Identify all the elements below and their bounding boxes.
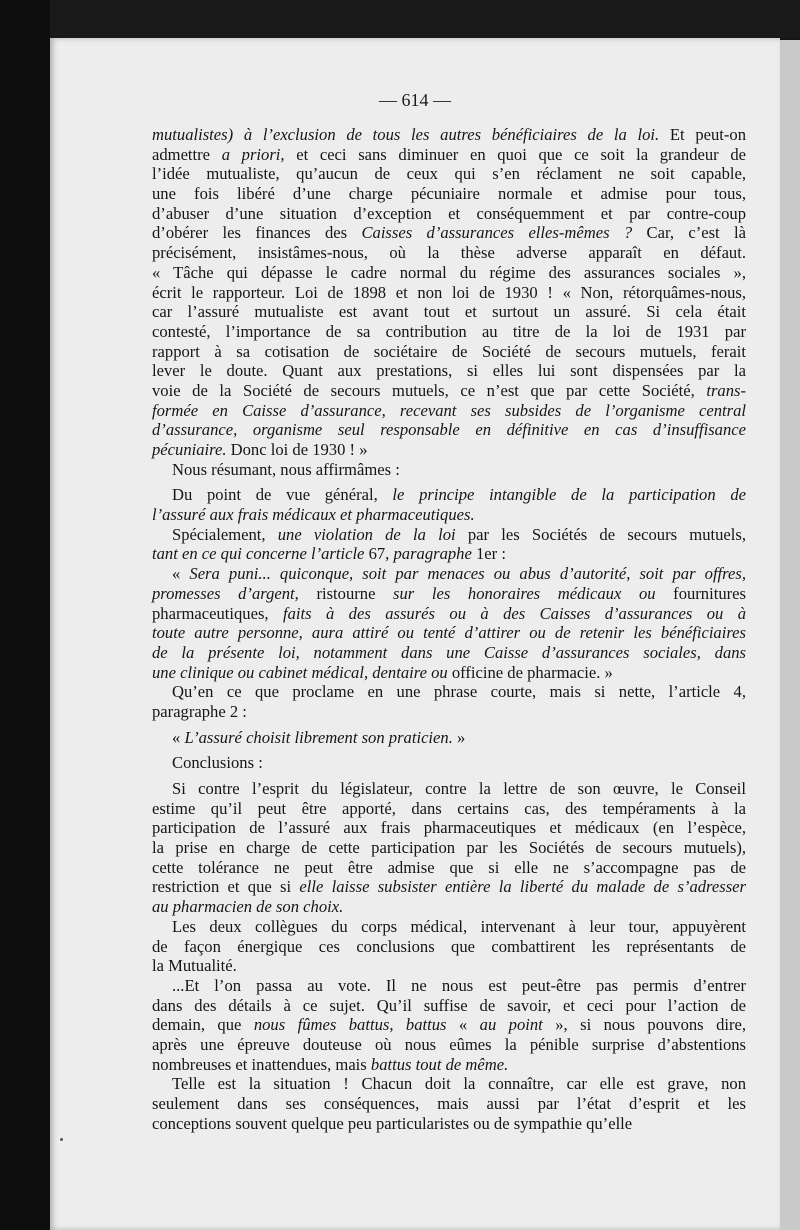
text-run: une fois libéré d’une charge pécuniaire normale et admise pour tous, (152, 184, 746, 204)
text-line (152, 1114, 746, 1134)
italic-text: toute autre personne, aura attiré ou tenté d’attirer ou de retenir les bénéficiaires (152, 623, 746, 643)
text-run: « Tâche qui dépasse le cadre normal du régime des assurances sociales », (152, 262, 746, 282)
text-run: lever le doute. Quant aux prestations, si elles lui sont dispensées par la (152, 361, 746, 381)
text-run: » (452, 727, 466, 747)
text-line (152, 184, 746, 204)
text-run: 1er : (471, 544, 506, 564)
text-run: Si contre l’esprit du législateur, contre la lettre de son œuvre, le Conseil (172, 779, 746, 798)
text-run: paragraphe 2 : (152, 701, 247, 721)
text-line (152, 917, 746, 937)
scan-speck (60, 1138, 63, 1141)
text-run: », si nous pouvons dire, (542, 1015, 747, 1035)
text-run: Du point de vue général, (172, 485, 393, 505)
text-line (152, 361, 746, 381)
italic-text: d’assurance, organisme seul responsable en définitive en cas d’insuffisance (152, 420, 746, 440)
text-run: officine de pharmacie. » (447, 662, 613, 682)
text-line (152, 263, 746, 283)
text-line (152, 877, 746, 897)
text-run: Car, c’est là (632, 223, 746, 243)
italic-text: au point (479, 1015, 543, 1035)
text-line (152, 956, 746, 976)
text-run: car l’assuré mutualiste est avant tout et surtout un assuré. Si cela était (152, 302, 746, 322)
text-run: de façon énergique ces conclusions que combattirent les représentants de (152, 936, 746, 956)
italic-text: une clinique ou cabinet médical, dentaire ou (152, 662, 448, 682)
text-run: la prise en charge de cette participation par les Sociétés de secours mutuels), (152, 838, 746, 858)
text-line (152, 505, 746, 525)
text-line (152, 1094, 746, 1114)
text-line (152, 564, 746, 584)
text-run: cette tolérance ne peut être admise que si elle ne s’accompagne pas de (152, 857, 746, 877)
italic-text: battus tout de même. (370, 1054, 509, 1074)
text-line (152, 381, 746, 401)
text-line (152, 1055, 746, 1075)
text-line (152, 145, 746, 165)
text-line (152, 728, 746, 748)
text-run: estime qu’il peut être apporté, dans certains cas, des tempéraments à la (152, 798, 746, 818)
text-line (152, 753, 746, 773)
italic-text: de la présente loi, notamment dans une Caisse d’assurances sociales, dans (152, 642, 746, 662)
text-run: la Mutualité. (152, 956, 237, 976)
text-line (152, 322, 746, 342)
text-line (152, 643, 746, 663)
text-run: d’abuser d’une situation d’exception et conséquemment et par contre-coup (152, 203, 746, 223)
text-run: Nous résumant, nous affirmâmes : (172, 459, 400, 479)
text-run: Telle est la situation ! Chacun doit la connaître, car elle est grave, non (172, 1074, 746, 1094)
text-line (152, 682, 746, 702)
text-run: d’obérer les finances des (152, 223, 362, 243)
italic-text: sur les honoraires médicaux ou (393, 583, 656, 603)
text-line (152, 460, 746, 480)
text-line (152, 996, 746, 1016)
italic-text: paragraphe (393, 544, 472, 564)
text-run: « (446, 1015, 480, 1035)
text-run: « (172, 564, 190, 584)
text-line (152, 937, 746, 957)
italic-text: tant en ce qui concerne l’article (152, 544, 365, 564)
text-line (152, 401, 746, 421)
italic-text: une violation de la loi (277, 524, 456, 544)
text-run: Les deux collègues du corps médical, intervenant à leur tour, appuyèrent (172, 916, 746, 936)
text-line (152, 779, 746, 799)
text-line (152, 420, 746, 440)
text-run: après une épreuve douteuse où nous eûmes la pénible surprise d’abstentions (152, 1034, 746, 1054)
text-line (152, 525, 746, 545)
text-run: pharmaceutiques, (152, 603, 283, 623)
text-line (152, 243, 746, 263)
text-line (152, 604, 746, 624)
text-line (152, 702, 746, 722)
italic-text: trans- (706, 380, 746, 400)
text-run: admettre (152, 144, 222, 164)
text-line (152, 799, 746, 819)
scan-background-top (0, 0, 800, 38)
text-line (152, 223, 746, 243)
text-run: Conclusions : (172, 753, 263, 773)
italic-text: au pharmacien de son choix. (152, 897, 344, 917)
text-line (152, 663, 746, 683)
italic-text: faits à des assurés ou à des Caisses d’assurances ou à (282, 603, 747, 623)
text-run: demain, que (152, 1015, 254, 1035)
text-line (152, 818, 746, 838)
text-line (152, 440, 746, 460)
text-line (152, 838, 746, 858)
text-run: 67, (364, 544, 394, 564)
text-run: Donc loi de 1930 ! » (226, 440, 368, 459)
text-run: Et peut-on (659, 125, 747, 144)
text-run: seulement dans ses conséquences, mais aussi par l’état d’esprit et les (152, 1094, 746, 1113)
text-line (152, 584, 746, 604)
text-line (152, 897, 746, 917)
text-run: ...Et l’on passa au vote. Il ne nous est peut-être pas permis d’entrer (172, 975, 746, 995)
text-line (152, 858, 746, 878)
text-line (152, 283, 746, 303)
text-run: ristourne (298, 583, 394, 603)
italic-text: Caisses d’assurances elles-mêmes ? (361, 223, 633, 243)
italic-text: nous fûmes battus, battus (253, 1015, 447, 1035)
italic-text: elle laisse subsister entière la liberté du malade de s’adresser (299, 877, 746, 897)
text-run: précisément, insistâmes-nous, où la thèse adverse apparaît en défaut. (152, 243, 746, 263)
text-run: par les Sociétés de secours mutuels, (455, 524, 746, 544)
text-line (152, 976, 746, 996)
italic-text: formée en Caisse d’assurance, recevant ses subsides de l’organisme central (152, 400, 746, 420)
text-line (152, 125, 746, 145)
text-run: contesté, l’importance de sa contribution au titre de la loi de 1931 par (152, 321, 746, 341)
italic-text: Sera puni... quiconque, soit par menaces ou abus d’autorité, soit par offres, (189, 564, 746, 584)
text-line (152, 1035, 746, 1055)
text-run: et ceci sans diminuer en quoi que ce soit la grandeur de (284, 144, 746, 164)
text-run: fournitures (655, 583, 746, 603)
text-line (152, 544, 746, 564)
body-text (152, 125, 746, 1133)
italic-text: pécuniaire. (152, 440, 227, 459)
italic-text: a priori, (221, 144, 285, 164)
text-run: nombreuses et inattendues, mais (152, 1054, 371, 1074)
italic-text: l’assuré aux frais médicaux et pharmaceutiques. (152, 505, 475, 525)
text-run: l’idée mutualiste, qu’aucun de ceux qui s’en réclament ne soit capable, (152, 164, 746, 184)
page-number: — 614 — (379, 90, 451, 110)
italic-text: L’assuré choisit librement son praticien. (184, 727, 453, 747)
text-run: Spécialement, (172, 524, 278, 544)
text-run: participation de l’assuré aux frais pharmaceutiques et médicaux (en l’espèce, (152, 818, 746, 838)
text-run: conceptions souvent quelque peu particularistes ou de sympathie qu’elle (152, 1113, 633, 1133)
text-line (152, 1015, 746, 1035)
text-line (152, 204, 746, 224)
text-line (152, 623, 746, 643)
next-page-edge (780, 40, 800, 1230)
text-run: rapport à sa cotisation de sociétaire de Société de secours mutuels, ferait (152, 341, 746, 361)
book-spine (0, 0, 50, 1230)
text-run: restriction et que si (152, 877, 300, 897)
text-line (152, 342, 746, 362)
italic-text: le principe intangible de la participation de (392, 485, 746, 505)
text-run: voie de la Société de secours mutuels, ce n’est que par cette Société, (152, 380, 707, 400)
text-run: « (172, 727, 185, 747)
text-run: Qu’en ce que proclame en une phrase courte, mais si nette, l’article 4, (172, 682, 746, 702)
italic-text: promesses d’argent, (152, 583, 299, 603)
italic-text: mutualistes) à l’exclusion de tous les autres bénéficiaires de la loi. (152, 125, 660, 144)
text-run: écrit le rapporteur. Loi de 1898 et non loi de 1930 ! « Non, rétorquâmes-nous, (152, 282, 746, 302)
text-line (152, 302, 746, 322)
text-run: dans des détails à ce sujet. Qu’il suffise de savoir, et ceci pour l’action de (152, 995, 746, 1015)
text-line (152, 1074, 746, 1094)
document-page (50, 38, 780, 1230)
text-line (152, 164, 746, 184)
text-line (152, 485, 746, 505)
